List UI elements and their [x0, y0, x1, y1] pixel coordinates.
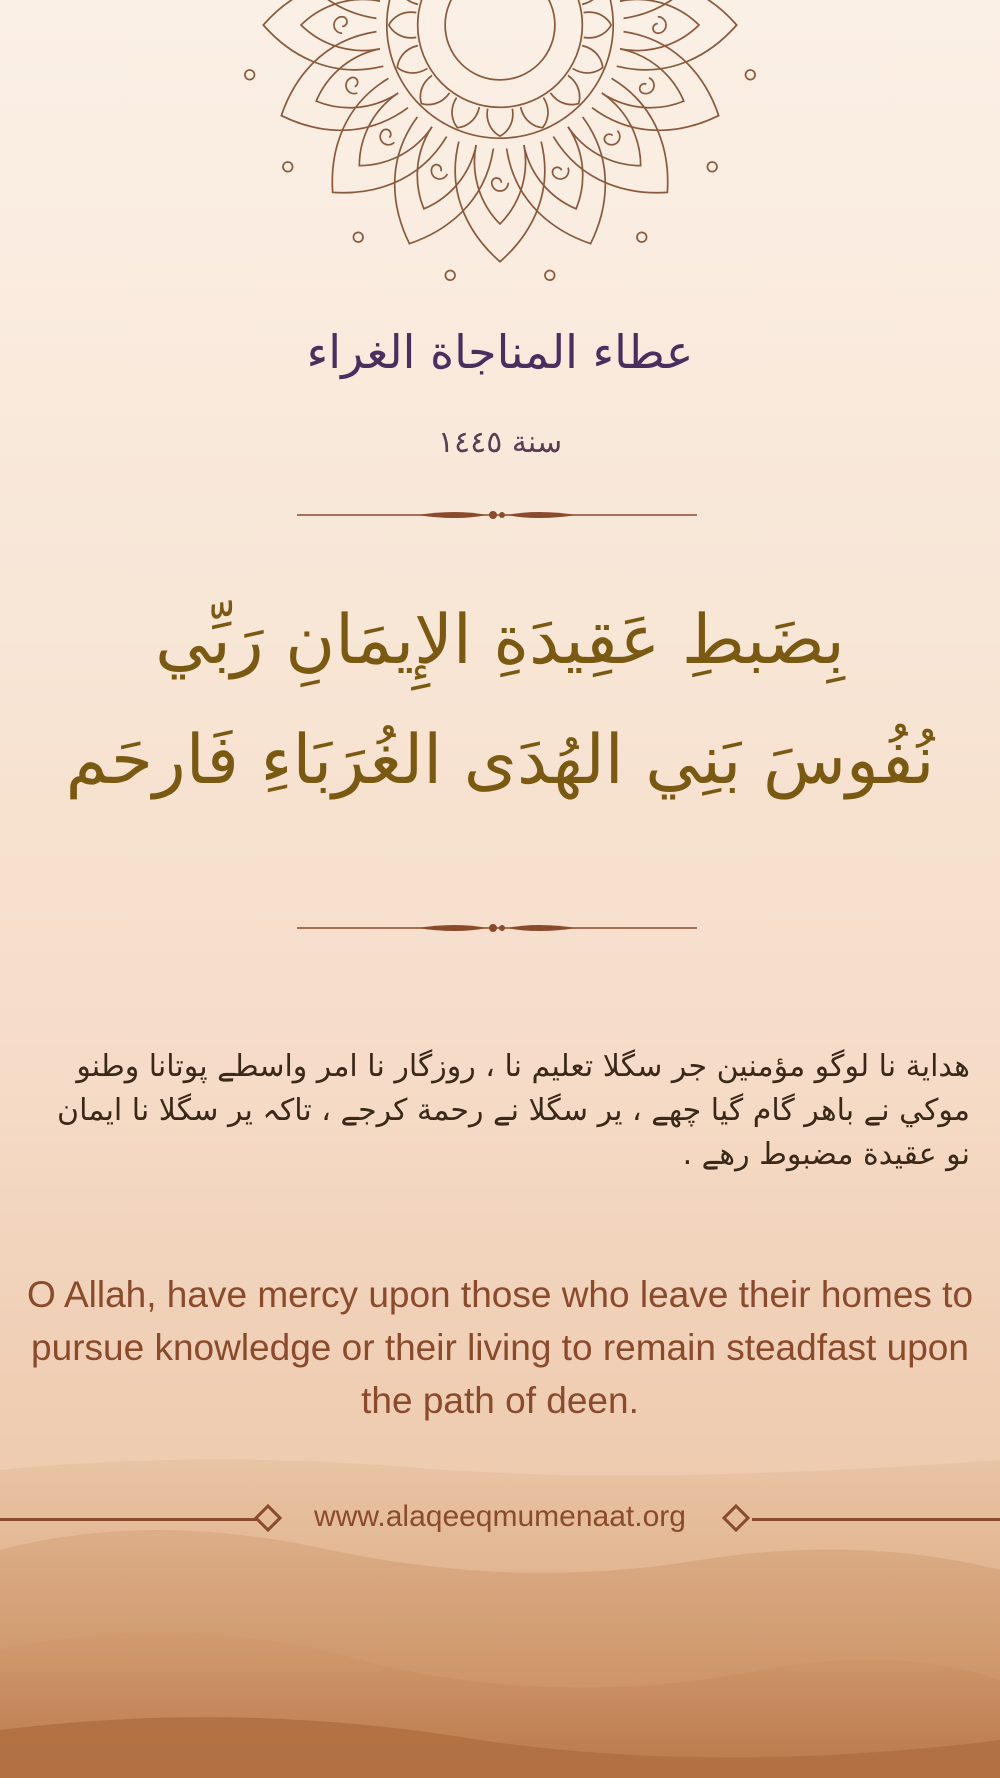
translation-english: O Allah, have mercy upon those who leave their homes to pursue knowledge or their living to remain steadfast upon the path of deen.	[26, 1274, 974, 1421]
seal-title: عطاء المناجاة الغراء	[306, 325, 694, 379]
verse-line-2: نُفُوسَ بَنِي الهُدَى الغُرَبَاءِ فَارحَم	[65, 721, 935, 800]
mandala-ornament-icon	[70, 0, 930, 320]
website-link[interactable]: www.alaqeeqmumenaat.org	[314, 1500, 686, 1533]
footer-line-right	[752, 1518, 1000, 1521]
translation-lisan-ud-dawat: هداية نا لوگو مؤمنين جر سگلا تعليم نا ، روزگار نا امر واسطے پوتانا وطنو موكي نے باهر گام گيا چھے ، ير سگلا نے رحمة كرجے ، تاكہ ير سگلا نا ايمان نو عقيدة مضبوط رهے .	[57, 1049, 970, 1172]
middle-divider	[297, 918, 697, 938]
desert-dunes-background	[0, 1440, 1000, 1778]
verse-line-1: بِضَبطِ عَقِيدَةِ الإِيمَانِ رَبِّي	[155, 601, 845, 680]
top-divider	[297, 505, 697, 525]
seal-year: سنة ١٤٤٥	[437, 425, 563, 460]
